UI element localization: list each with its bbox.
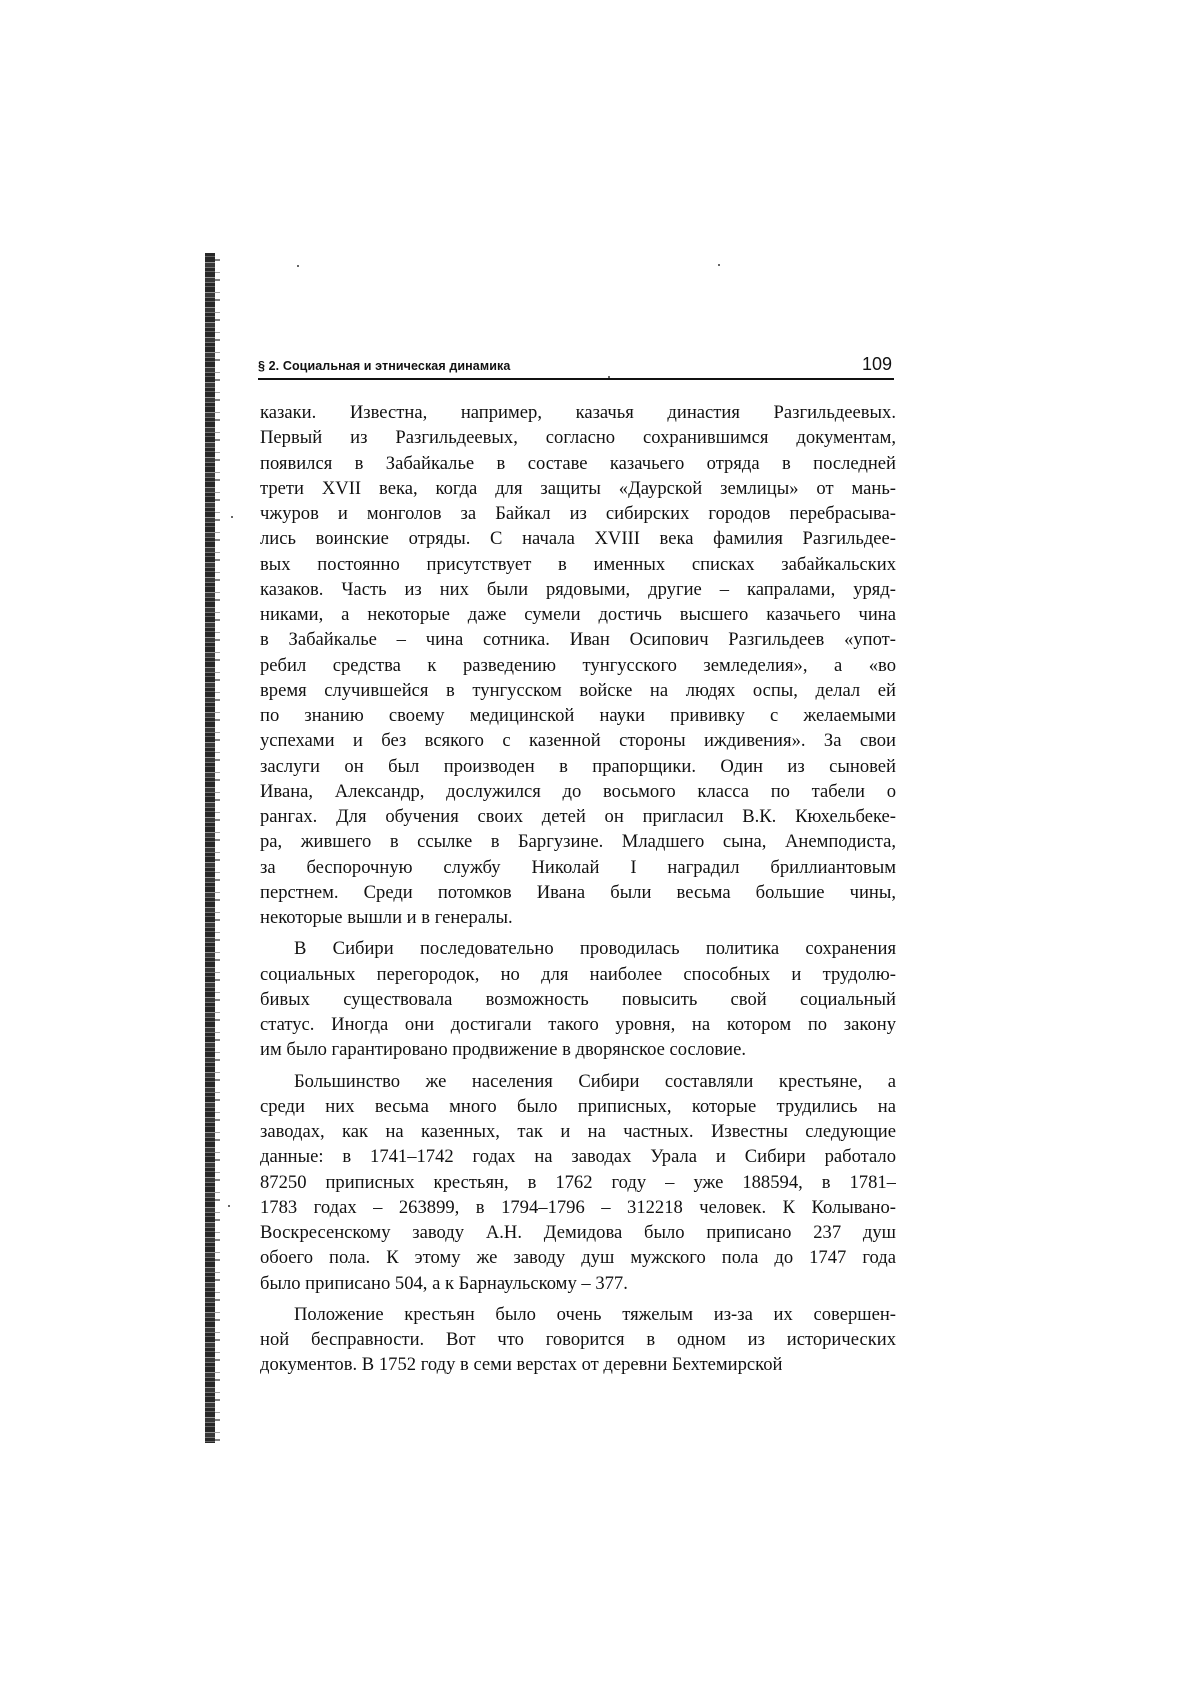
text-line: им было гарантировано продвижение в дворянское сословие.: [260, 1039, 747, 1061]
scan-speck: [228, 1205, 230, 1207]
text-line: появился в Забайкалье в составе казачьего отряда в последней: [260, 452, 896, 474]
text-line: никами, а некоторые даже сумели достичь высшего казачьего чина: [260, 604, 896, 625]
text-line: В Сибири последовательно проводилась политика сохранения: [294, 938, 896, 960]
text-line: лись воинские отряды. С начала XVIII века фамилия Разгильдее-: [260, 528, 896, 550]
text-line: время случившейся в тунгусском войске на людях оспы, делал ей: [260, 679, 896, 701]
paragraph: [260, 936, 896, 1062]
text-line: казаки. Известна, например, казачья династия Разгильдеевых.: [260, 402, 896, 423]
text-line: данные: в 1741–1742 годах на заводах Урала и Сибири работало: [260, 1146, 896, 1168]
text-line: за беспорочную службу Николай I наградил бриллиантовым: [260, 856, 896, 878]
text-line: трети XVII века, когда для защиты «Даурской землицы» от мань-: [260, 477, 896, 499]
text-line: Воскресенскому заводу А.Н. Демидова было приписано 237 душ: [260, 1222, 896, 1243]
paragraph: [260, 1069, 896, 1296]
text-line: бивых существовала возможность повысить свой социальный: [260, 988, 896, 1010]
text-line: ребил средства к разведению тунгусского земледелия», а «во: [260, 654, 896, 676]
text-line: перстнем. Среди потомков Ивана были весьма большие чины,: [260, 881, 896, 903]
running-head: [258, 352, 894, 380]
text-line: среди них весьма много было приписных, которые трудились на: [260, 1095, 896, 1117]
text-line: обоего пола. К этому же заводу душ мужского пола до 1747 года: [260, 1247, 896, 1269]
text-line: некоторые вышли и в генералы.: [260, 907, 513, 928]
text-line: ра, жившего в ссылке в Баргузине. Младшего сына, Анемподиста,: [260, 831, 896, 853]
paragraph: [260, 1302, 896, 1378]
text-line: в Забайкалье – чина сотника. Иван Осипович Разгильдеев «упот-: [260, 629, 896, 651]
text-line: статус. Иногда они достигали такого уровня, на котором по закону: [260, 1014, 896, 1035]
text-line: документов. В 1752 году в семи верстах от деревни Бехтемирской: [260, 1354, 783, 1376]
text-line: успехами и без всякого с казенной стороны иждивения». За свои: [260, 730, 896, 752]
text-line: 87250 приписных крестьян, в 1762 году – уже 188594, в 1781–: [260, 1171, 896, 1193]
text-line: Большинство же населения Сибири составляли крестьяне, а: [294, 1070, 896, 1092]
text-line: казаков. Часть из них были рядовыми, другие – капралами, уряд-: [260, 578, 896, 600]
paragraph: [260, 400, 896, 930]
text-line: по знанию своему медицинской науки прививку с желаемыми: [260, 705, 896, 726]
body-text: [260, 400, 896, 1378]
text-line: чжуров и монголов за Байкал из сибирских городов перебрасыва-: [260, 503, 896, 524]
text-line: заводах, как на казенных, так и на частных. Известны следующие: [260, 1121, 896, 1142]
text-line: рангах. Для обучения своих детей он пригласил В.К. Кюхельбеке-: [260, 806, 896, 827]
scan-binding-edge: [205, 253, 215, 1443]
scan-speck: [231, 516, 233, 518]
page-number: 109: [861, 354, 892, 374]
text-line: ной бесправности. Вот что говорится в одном из исторических: [260, 1329, 896, 1350]
text-line: 1783 годах – 263899, в 1794–1796 – 312218 человек. К Колывано-: [260, 1196, 896, 1218]
section-title: § 2. Социальная и этническая динамика: [258, 359, 511, 373]
text-line: Ивана, Александр, дослужился до восьмого класса по табели о: [260, 780, 896, 802]
scan-speck: [297, 265, 299, 267]
text-line: Положение крестьян было очень тяжелым из-за их совершен-: [294, 1303, 896, 1325]
text-line: социальных перегородок, но для наиболее способных и трудолю-: [260, 963, 896, 985]
text-line: вых постоянно присутствует в именных списках забайкальских: [260, 553, 896, 575]
scan-speck: [718, 264, 720, 266]
text-line: Первый из Разгильдеевых, согласно сохранившимся документам,: [260, 427, 896, 449]
text-line: было приписано 504, а к Барнаульскому – 377.: [260, 1272, 628, 1294]
text-line: заслуги он был производен в прапорщики. Один из сыновей: [260, 755, 896, 777]
